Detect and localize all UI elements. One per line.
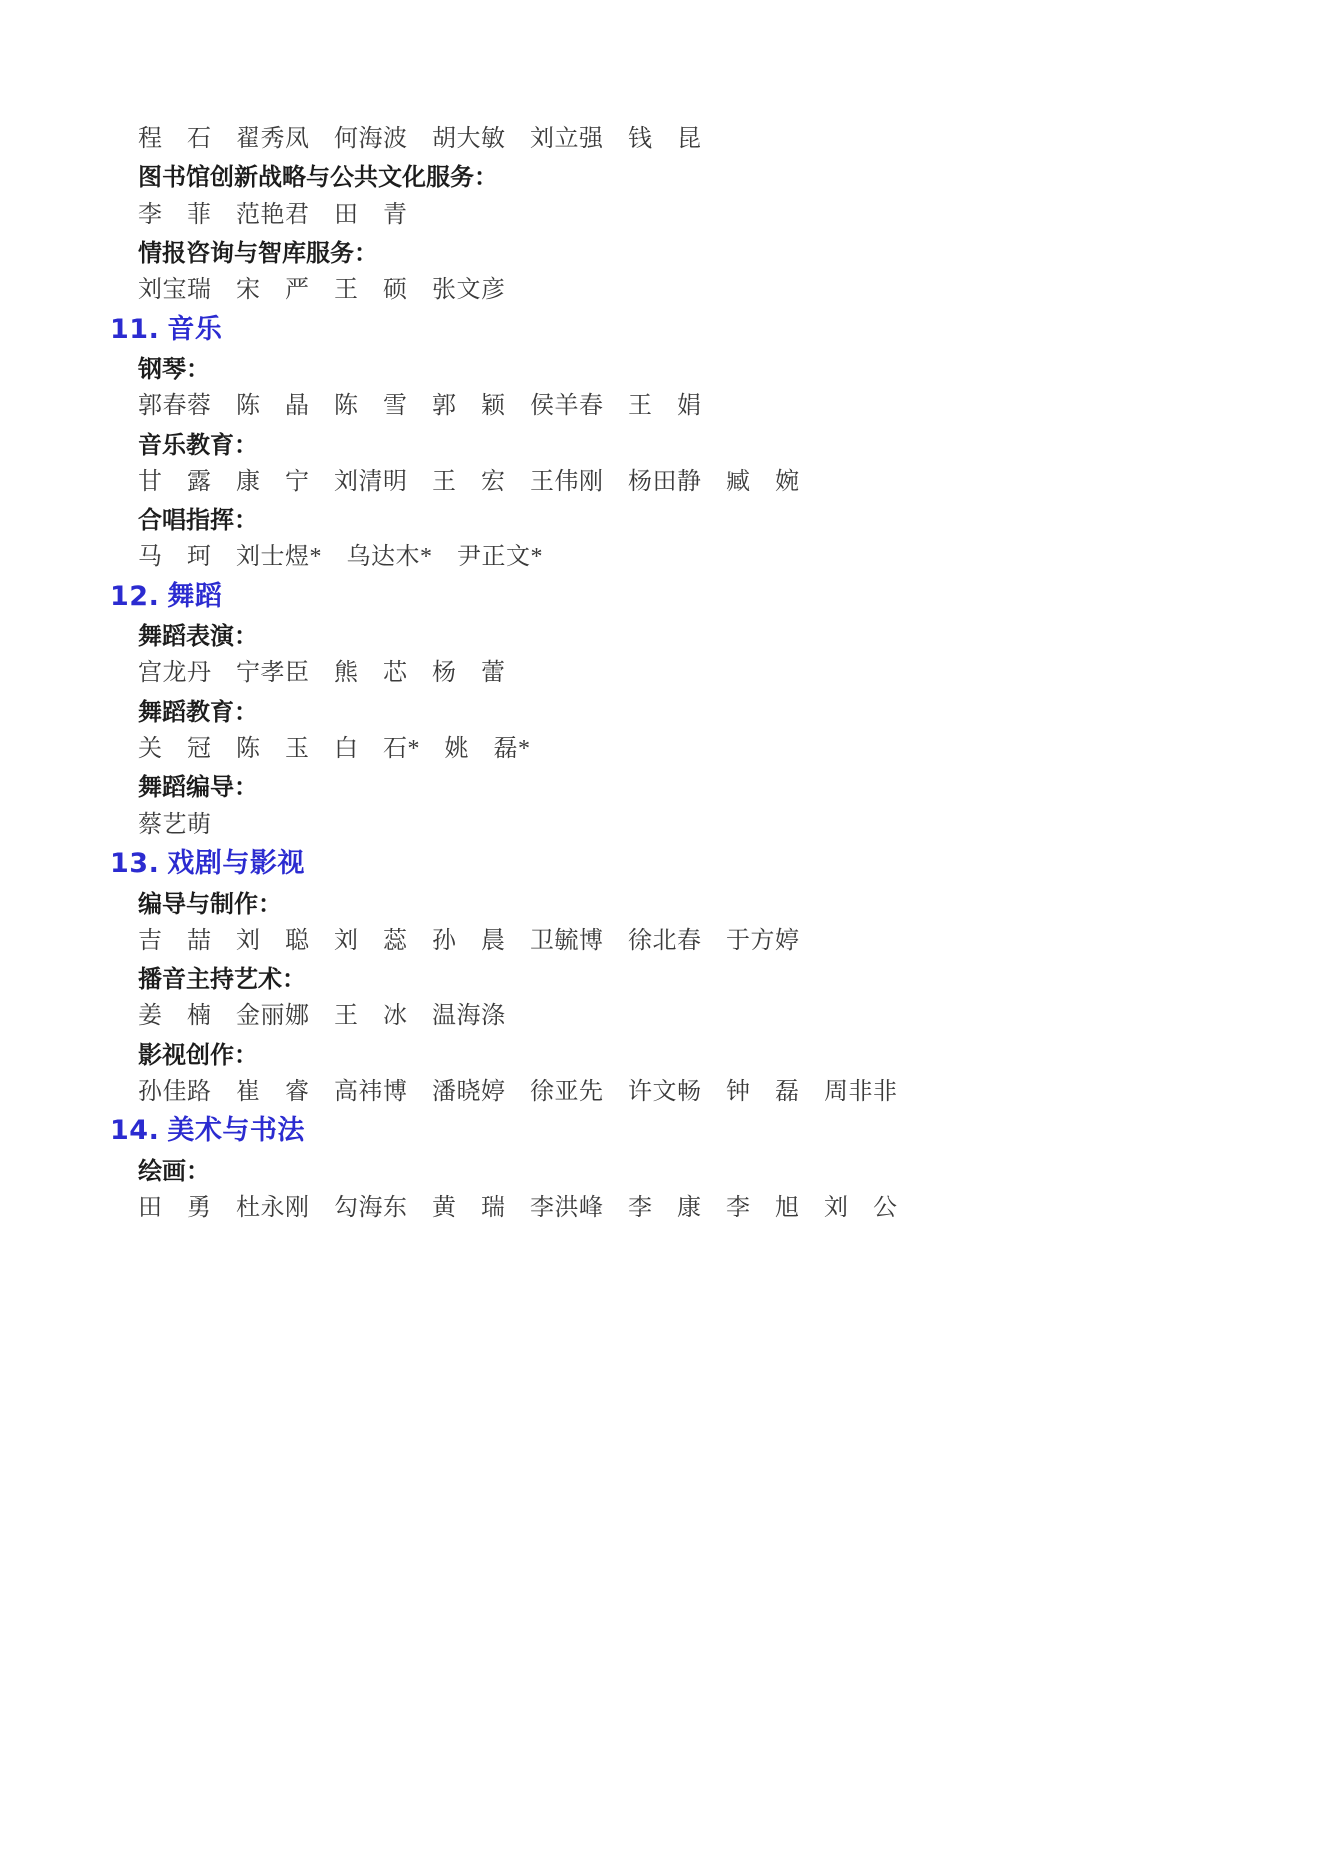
name-list-line: 马 珂 刘士煜* 乌达木* 尹正文* [138,544,543,571]
name-list-line: 蔡艺萌 [138,811,212,838]
name-list-line: 李 菲 范艳君 田 青 [138,201,408,228]
sub-heading: 图书馆创新战略与公共文化服务： [138,162,498,192]
sub-heading: 情报咨询与智库服务： [138,237,378,267]
sub-heading: 影视创作： [138,1039,258,1069]
section-heading [110,310,1212,351]
section-heading [110,577,1212,618]
name-list-line: 程 石 翟秀凤 何海波 胡大敏 刘立强 钱 昆 [138,126,702,152]
name-list-line: 姜 楠 金丽娜 王 冰 温海涤 [138,1003,506,1030]
section-title: 美术与书法 [167,1115,305,1147]
sub-heading: 播音主持艺术： [138,964,306,994]
sub-heading: 编导与制作： [138,888,282,918]
name-list-line: 宫龙丹 宁孝臣 熊 芯 杨 蕾 [138,660,506,687]
sub-heading: 钢琴： [138,354,210,384]
section-number: 14. [110,1115,160,1147]
sub-heading: 音乐教育： [138,429,258,459]
section-heading [110,844,1212,885]
section-number: 13. [110,848,160,880]
section-heading [110,1111,1212,1152]
document-body [110,120,1212,1227]
sub-heading: 合唱指挥： [138,505,258,535]
sub-heading: 舞蹈教育： [138,696,258,726]
name-list-line: 孙佳路 崔 睿 高祎博 潘晓婷 徐亚先 许文畅 钟 磊 周非非 [138,1078,898,1105]
section-number: 11. [110,313,160,345]
name-list-line: 郭春蓉 陈 晶 陈 雪 郭 颖 侯羊春 王 娟 [138,393,702,420]
sub-heading: 舞蹈编导： [138,772,258,802]
section-number: 12. [110,580,160,612]
name-list-line: 田 勇 杜永刚 勾海东 黄 瑞 李洪峰 李 康 李 旭 刘 公 [138,1194,898,1221]
section-title: 舞蹈 [167,580,223,612]
name-list-line: 关 冠 陈 玉 白 石* 姚 磊* [138,736,531,763]
sub-heading: 舞蹈表演： [138,621,258,651]
name-list-line: 刘宝瑞 宋 严 王 硕 张文彦 [138,277,506,304]
section-title: 戏剧与影视 [167,848,305,880]
sub-heading: 绘画： [138,1155,210,1185]
section-title: 音乐 [167,313,223,345]
name-list-line: 甘 露 康 宁 刘清明 王 宏 王伟刚 杨田静 臧 婉 [138,468,800,495]
name-list-line: 吉 喆 刘 聪 刘 蕊 孙 晨 卫毓博 徐北春 于方婷 [138,927,800,954]
